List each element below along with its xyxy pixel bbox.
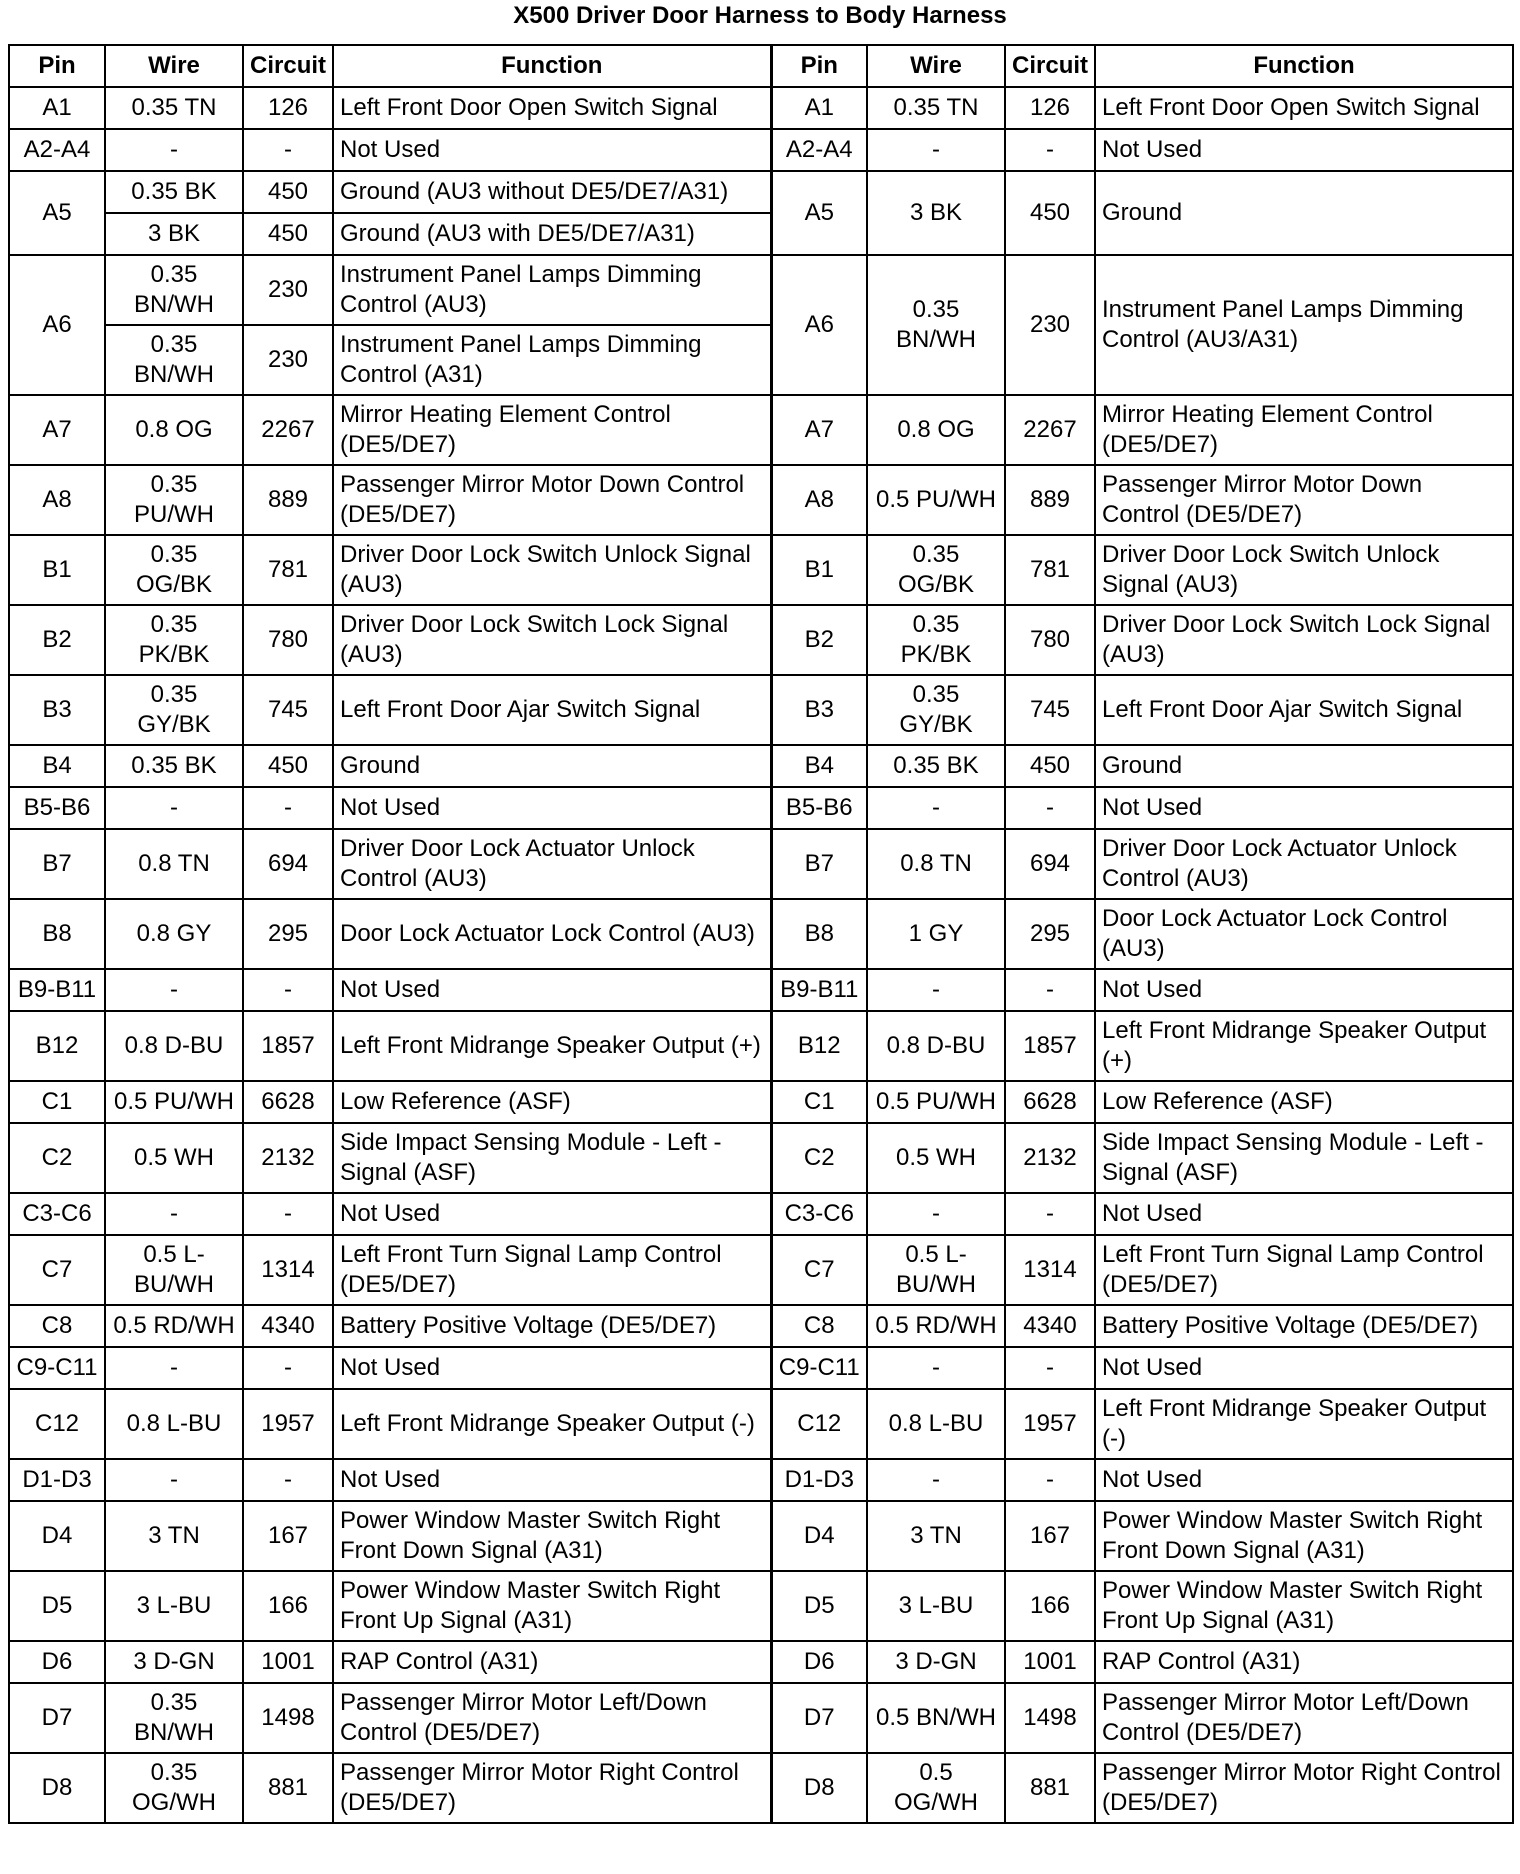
function-cell: Ground bbox=[1095, 745, 1513, 787]
circuit-cell: 230 bbox=[243, 255, 333, 325]
pin-cell: A7 bbox=[771, 395, 867, 465]
wire-cell: 0.5 WH bbox=[867, 1123, 1005, 1193]
circuit-cell: 1314 bbox=[243, 1235, 333, 1305]
wire-cell: - bbox=[867, 1347, 1005, 1389]
page-title: X500 Driver Door Harness to Body Harness bbox=[513, 2, 1007, 29]
wire-cell: 3 D-GN bbox=[867, 1641, 1005, 1683]
circuit-cell: 1001 bbox=[1005, 1641, 1095, 1683]
table-row bbox=[9, 1501, 1513, 1571]
pin-cell: D8 bbox=[9, 1753, 105, 1823]
header-row bbox=[9, 45, 1513, 87]
function-cell: Left Front Turn Signal Lamp Control (DE5/DE7) bbox=[333, 1235, 771, 1305]
circuit-cell: 167 bbox=[243, 1501, 333, 1571]
circuit-cell: 166 bbox=[1005, 1571, 1095, 1641]
pin-cell: A2-A4 bbox=[771, 129, 867, 171]
wire-cell: - bbox=[105, 969, 243, 1011]
wire-cell: - bbox=[867, 1459, 1005, 1501]
circuit-cell: - bbox=[243, 129, 333, 171]
wire-cell: 0.5 PU/WH bbox=[105, 1081, 243, 1123]
pin-cell: C8 bbox=[771, 1305, 867, 1347]
pin-cell: B12 bbox=[9, 1011, 105, 1081]
pin-cell: B5-B6 bbox=[9, 787, 105, 829]
header-pin: Pin bbox=[9, 45, 105, 87]
circuit-cell: 1498 bbox=[243, 1683, 333, 1753]
pin-cell: C12 bbox=[9, 1389, 105, 1459]
function-cell: Left Front Door Ajar Switch Signal bbox=[333, 675, 771, 745]
wire-cell: 0.5 L-BU/WH bbox=[867, 1235, 1005, 1305]
table-row bbox=[9, 171, 1513, 213]
circuit-cell: - bbox=[243, 787, 333, 829]
pin-cell: D5 bbox=[9, 1571, 105, 1641]
circuit-cell: 4340 bbox=[243, 1305, 333, 1347]
table-row bbox=[9, 87, 1513, 129]
circuit-cell: 1498 bbox=[1005, 1683, 1095, 1753]
header-wire: Wire bbox=[105, 45, 243, 87]
wire-cell: 0.8 OG bbox=[105, 395, 243, 465]
function-cell: Left Front Midrange Speaker Output (+) bbox=[1095, 1011, 1513, 1081]
circuit-cell: 1001 bbox=[243, 1641, 333, 1683]
wire-cell: - bbox=[867, 129, 1005, 171]
pin-cell: A6 bbox=[9, 255, 105, 395]
wire-cell: - bbox=[105, 129, 243, 171]
pin-cell: B8 bbox=[771, 899, 867, 969]
circuit-cell: 450 bbox=[243, 171, 333, 213]
wire-cell: - bbox=[105, 1459, 243, 1501]
wire-cell: 0.8 TN bbox=[867, 829, 1005, 899]
wire-cell: 3 L-BU bbox=[867, 1571, 1005, 1641]
wire-cell: 0.35 BN/WH bbox=[105, 325, 243, 395]
pin-cell: D6 bbox=[771, 1641, 867, 1683]
wire-cell: 0.35 GY/BK bbox=[867, 675, 1005, 745]
pin-cell: B5-B6 bbox=[771, 787, 867, 829]
circuit-cell: - bbox=[243, 969, 333, 1011]
function-cell: Side Impact Sensing Module - Left - Signal (ASF) bbox=[333, 1123, 771, 1193]
circuit-cell: 881 bbox=[243, 1753, 333, 1823]
wire-cell: 0.35 PK/BK bbox=[867, 605, 1005, 675]
function-cell: Door Lock Actuator Lock Control (AU3) bbox=[333, 899, 771, 969]
wire-cell: 0.5 OG/WH bbox=[867, 1753, 1005, 1823]
circuit-cell: 1857 bbox=[1005, 1011, 1095, 1081]
pin-cell: C1 bbox=[9, 1081, 105, 1123]
pin-cell: B9-B11 bbox=[771, 969, 867, 1011]
wire-cell: 0.35 GY/BK bbox=[105, 675, 243, 745]
table-body bbox=[9, 87, 1513, 1823]
wire-cell: 0.35 BK bbox=[867, 745, 1005, 787]
circuit-cell: - bbox=[1005, 1347, 1095, 1389]
table-row bbox=[9, 535, 1513, 605]
table-row bbox=[9, 1123, 1513, 1193]
circuit-cell: 295 bbox=[1005, 899, 1095, 969]
circuit-cell: 780 bbox=[243, 605, 333, 675]
table-row bbox=[9, 1235, 1513, 1305]
circuit-cell: 781 bbox=[243, 535, 333, 605]
circuit-cell: 450 bbox=[1005, 745, 1095, 787]
pin-cell: B2 bbox=[9, 605, 105, 675]
function-cell: Not Used bbox=[1095, 1193, 1513, 1235]
pin-cell: D8 bbox=[771, 1753, 867, 1823]
wire-cell: 0.5 BN/WH bbox=[867, 1683, 1005, 1753]
wire-cell: 3 D-GN bbox=[105, 1641, 243, 1683]
table-row bbox=[9, 787, 1513, 829]
function-cell: Left Front Midrange Speaker Output (+) bbox=[333, 1011, 771, 1081]
wire-cell: - bbox=[867, 969, 1005, 1011]
pin-cell: A5 bbox=[9, 171, 105, 255]
circuit-cell: - bbox=[243, 1193, 333, 1235]
pin-cell: A8 bbox=[771, 465, 867, 535]
function-cell: Side Impact Sensing Module - Left - Signal (ASF) bbox=[1095, 1123, 1513, 1193]
wire-cell: 0.35 BN/WH bbox=[867, 255, 1005, 395]
pin-cell: D7 bbox=[9, 1683, 105, 1753]
wire-cell: 0.5 WH bbox=[105, 1123, 243, 1193]
circuit-cell: 694 bbox=[243, 829, 333, 899]
wire-cell: 0.35 BK bbox=[105, 745, 243, 787]
table-row bbox=[9, 129, 1513, 171]
table-row bbox=[9, 969, 1513, 1011]
wire-cell: 0.5 PU/WH bbox=[867, 1081, 1005, 1123]
table-row bbox=[9, 395, 1513, 465]
header-function: Function bbox=[333, 45, 771, 87]
function-cell: Passenger Mirror Motor Right Control (DE5/DE7) bbox=[1095, 1753, 1513, 1823]
pin-cell: C9-C11 bbox=[771, 1347, 867, 1389]
circuit-cell: - bbox=[1005, 969, 1095, 1011]
wire-cell: 0.35 OG/BK bbox=[105, 535, 243, 605]
function-cell: Driver Door Lock Actuator Unlock Control (AU3) bbox=[1095, 829, 1513, 899]
function-cell: Left Front Door Ajar Switch Signal bbox=[1095, 675, 1513, 745]
circuit-cell: 1957 bbox=[1005, 1389, 1095, 1459]
circuit-cell: 230 bbox=[1005, 255, 1095, 395]
pin-cell: D5 bbox=[771, 1571, 867, 1641]
wire-cell: 0.8 OG bbox=[867, 395, 1005, 465]
function-cell: Left Front Midrange Speaker Output (-) bbox=[1095, 1389, 1513, 1459]
circuit-cell: 2267 bbox=[243, 395, 333, 465]
header-pin: Pin bbox=[771, 45, 867, 87]
pin-cell: B3 bbox=[771, 675, 867, 745]
table-row bbox=[9, 1641, 1513, 1683]
function-cell: Ground (AU3 with DE5/DE7/A31) bbox=[333, 213, 771, 255]
wire-cell: 0.5 RD/WH bbox=[105, 1305, 243, 1347]
wire-cell: 0.8 D-BU bbox=[105, 1011, 243, 1081]
circuit-cell: 2132 bbox=[1005, 1123, 1095, 1193]
circuit-cell: 881 bbox=[1005, 1753, 1095, 1823]
table-row bbox=[9, 1193, 1513, 1235]
wire-cell: - bbox=[105, 1347, 243, 1389]
pin-cell: C12 bbox=[771, 1389, 867, 1459]
function-cell: Not Used bbox=[333, 787, 771, 829]
wire-cell: 0.8 TN bbox=[105, 829, 243, 899]
header-circuit: Circuit bbox=[243, 45, 333, 87]
circuit-cell: - bbox=[243, 1347, 333, 1389]
circuit-cell: 295 bbox=[243, 899, 333, 969]
circuit-cell: 1314 bbox=[1005, 1235, 1095, 1305]
circuit-cell: 450 bbox=[243, 213, 333, 255]
wire-cell: 3 BK bbox=[867, 171, 1005, 255]
function-cell: Mirror Heating Element Control (DE5/DE7) bbox=[1095, 395, 1513, 465]
function-cell: Instrument Panel Lamps Dimming Control (AU3/A31) bbox=[1095, 255, 1513, 395]
table-row bbox=[9, 465, 1513, 535]
table-row bbox=[9, 605, 1513, 675]
wire-cell: 0.35 PU/WH bbox=[105, 465, 243, 535]
pin-cell: B1 bbox=[9, 535, 105, 605]
circuit-cell: 450 bbox=[1005, 171, 1095, 255]
pin-cell: C2 bbox=[771, 1123, 867, 1193]
wire-cell: 0.35 PK/BK bbox=[105, 605, 243, 675]
table-row bbox=[9, 1753, 1513, 1823]
table-row bbox=[9, 255, 1513, 325]
function-cell: Left Front Door Open Switch Signal bbox=[333, 87, 771, 129]
circuit-cell: 4340 bbox=[1005, 1305, 1095, 1347]
wire-cell: 0.8 GY bbox=[105, 899, 243, 969]
function-cell: Driver Door Lock Switch Lock Signal (AU3) bbox=[1095, 605, 1513, 675]
function-cell: Not Used bbox=[1095, 969, 1513, 1011]
wire-cell: 0.8 D-BU bbox=[867, 1011, 1005, 1081]
circuit-cell: - bbox=[1005, 1193, 1095, 1235]
wire-cell: 0.8 L-BU bbox=[105, 1389, 243, 1459]
pin-cell: A8 bbox=[9, 465, 105, 535]
circuit-cell: 450 bbox=[243, 745, 333, 787]
function-cell: Not Used bbox=[1095, 787, 1513, 829]
circuit-cell: 1857 bbox=[243, 1011, 333, 1081]
function-cell: Ground bbox=[333, 745, 771, 787]
function-cell: Passenger Mirror Motor Left/Down Control (DE5/DE7) bbox=[1095, 1683, 1513, 1753]
wire-cell: 3 TN bbox=[105, 1501, 243, 1571]
function-cell: Driver Door Lock Switch Lock Signal (AU3) bbox=[333, 605, 771, 675]
circuit-cell: - bbox=[243, 1459, 333, 1501]
table-row bbox=[9, 1081, 1513, 1123]
circuit-cell: - bbox=[1005, 1459, 1095, 1501]
function-cell: Not Used bbox=[333, 969, 771, 1011]
table-row bbox=[9, 829, 1513, 899]
header-function: Function bbox=[1095, 45, 1513, 87]
wire-cell: 3 TN bbox=[867, 1501, 1005, 1571]
wire-cell: 0.35 OG/WH bbox=[105, 1753, 243, 1823]
harness-table bbox=[8, 44, 1514, 1824]
function-cell: Low Reference (ASF) bbox=[1095, 1081, 1513, 1123]
table-row bbox=[9, 1571, 1513, 1641]
circuit-cell: 2267 bbox=[1005, 395, 1095, 465]
pin-cell: B9-B11 bbox=[9, 969, 105, 1011]
circuit-cell: 745 bbox=[243, 675, 333, 745]
wire-cell: - bbox=[867, 1193, 1005, 1235]
function-cell: Instrument Panel Lamps Dimming Control (AU3) bbox=[333, 255, 771, 325]
pin-cell: A7 bbox=[9, 395, 105, 465]
wire-cell: 0.35 TN bbox=[105, 87, 243, 129]
pin-cell: A5 bbox=[771, 171, 867, 255]
pin-cell: D6 bbox=[9, 1641, 105, 1683]
circuit-cell: 1957 bbox=[243, 1389, 333, 1459]
pin-cell: B12 bbox=[771, 1011, 867, 1081]
function-cell: Low Reference (ASF) bbox=[333, 1081, 771, 1123]
pin-cell: C2 bbox=[9, 1123, 105, 1193]
wire-cell: 3 BK bbox=[105, 213, 243, 255]
function-cell: Battery Positive Voltage (DE5/DE7) bbox=[1095, 1305, 1513, 1347]
pin-cell: C8 bbox=[9, 1305, 105, 1347]
wire-cell: 0.35 BN/WH bbox=[105, 255, 243, 325]
pin-cell: D7 bbox=[771, 1683, 867, 1753]
function-cell: Mirror Heating Element Control (DE5/DE7) bbox=[333, 395, 771, 465]
pin-cell: C1 bbox=[771, 1081, 867, 1123]
function-cell: Driver Door Lock Switch Unlock Signal (AU3) bbox=[1095, 535, 1513, 605]
function-cell: Power Window Master Switch Right Front Down Signal (A31) bbox=[333, 1501, 771, 1571]
pin-cell: A6 bbox=[771, 255, 867, 395]
circuit-cell: 889 bbox=[1005, 465, 1095, 535]
function-cell: Left Front Door Open Switch Signal bbox=[1095, 87, 1513, 129]
table-row bbox=[9, 1459, 1513, 1501]
wire-cell: 0.35 BN/WH bbox=[105, 1683, 243, 1753]
pin-cell: C7 bbox=[771, 1235, 867, 1305]
function-cell: Left Front Turn Signal Lamp Control (DE5/DE7) bbox=[1095, 1235, 1513, 1305]
table-row bbox=[9, 1347, 1513, 1389]
circuit-cell: 780 bbox=[1005, 605, 1095, 675]
function-cell: Battery Positive Voltage (DE5/DE7) bbox=[333, 1305, 771, 1347]
circuit-cell: 889 bbox=[243, 465, 333, 535]
function-cell: Not Used bbox=[333, 1347, 771, 1389]
function-cell: Not Used bbox=[1095, 1347, 1513, 1389]
circuit-cell: 230 bbox=[243, 325, 333, 395]
pin-cell: B7 bbox=[771, 829, 867, 899]
function-cell: Not Used bbox=[333, 129, 771, 171]
function-cell: Not Used bbox=[333, 1193, 771, 1235]
circuit-cell: 6628 bbox=[243, 1081, 333, 1123]
circuit-cell: 126 bbox=[1005, 87, 1095, 129]
table-row bbox=[9, 1011, 1513, 1081]
wire-cell: 1 GY bbox=[867, 899, 1005, 969]
circuit-cell: 745 bbox=[1005, 675, 1095, 745]
function-cell: Passenger Mirror Motor Left/Down Control (DE5/DE7) bbox=[333, 1683, 771, 1753]
pin-cell: D1-D3 bbox=[771, 1459, 867, 1501]
wire-cell: 0.5 L-BU/WH bbox=[105, 1235, 243, 1305]
pin-cell: D4 bbox=[771, 1501, 867, 1571]
pin-cell: C3-C6 bbox=[771, 1193, 867, 1235]
wire-cell: 0.5 RD/WH bbox=[867, 1305, 1005, 1347]
wire-cell: - bbox=[105, 787, 243, 829]
circuit-cell: 694 bbox=[1005, 829, 1095, 899]
pin-cell: D1-D3 bbox=[9, 1459, 105, 1501]
pin-cell: C9-C11 bbox=[9, 1347, 105, 1389]
table-row bbox=[9, 1305, 1513, 1347]
pin-cell: C3-C6 bbox=[9, 1193, 105, 1235]
function-cell: Not Used bbox=[1095, 1459, 1513, 1501]
header-wire: Wire bbox=[867, 45, 1005, 87]
function-cell: RAP Control (A31) bbox=[1095, 1641, 1513, 1683]
function-cell: Ground bbox=[1095, 171, 1513, 255]
pin-cell: A1 bbox=[9, 87, 105, 129]
pin-cell: B3 bbox=[9, 675, 105, 745]
function-cell: Passenger Mirror Motor Down Control (DE5/DE7) bbox=[1095, 465, 1513, 535]
pin-cell: B2 bbox=[771, 605, 867, 675]
wire-cell: 0.35 BK bbox=[105, 171, 243, 213]
pin-cell: A2-A4 bbox=[9, 129, 105, 171]
circuit-cell: 126 bbox=[243, 87, 333, 129]
function-cell: Driver Door Lock Switch Unlock Signal (AU3) bbox=[333, 535, 771, 605]
header-circuit: Circuit bbox=[1005, 45, 1095, 87]
function-cell: Passenger Mirror Motor Down Control (DE5/DE7) bbox=[333, 465, 771, 535]
wire-cell: 0.5 PU/WH bbox=[867, 465, 1005, 535]
circuit-cell: 781 bbox=[1005, 535, 1095, 605]
function-cell: RAP Control (A31) bbox=[333, 1641, 771, 1683]
function-cell: Power Window Master Switch Right Front Down Signal (A31) bbox=[1095, 1501, 1513, 1571]
table-row bbox=[9, 899, 1513, 969]
circuit-cell: 2132 bbox=[243, 1123, 333, 1193]
circuit-cell: 166 bbox=[243, 1571, 333, 1641]
wire-cell: 3 L-BU bbox=[105, 1571, 243, 1641]
pin-cell: B8 bbox=[9, 899, 105, 969]
wire-cell: - bbox=[867, 787, 1005, 829]
wire-cell: 0.35 TN bbox=[867, 87, 1005, 129]
function-cell: Instrument Panel Lamps Dimming Control (A31) bbox=[333, 325, 771, 395]
table-row bbox=[9, 675, 1513, 745]
pin-cell: B4 bbox=[771, 745, 867, 787]
pin-cell: C7 bbox=[9, 1235, 105, 1305]
pin-cell: D4 bbox=[9, 1501, 105, 1571]
pin-cell: A1 bbox=[771, 87, 867, 129]
wire-cell: 0.8 L-BU bbox=[867, 1389, 1005, 1459]
function-cell: Power Window Master Switch Right Front Up Signal (A31) bbox=[333, 1571, 771, 1641]
wire-cell: - bbox=[105, 1193, 243, 1235]
function-cell: Door Lock Actuator Lock Control (AU3) bbox=[1095, 899, 1513, 969]
table-row bbox=[9, 1389, 1513, 1459]
pin-cell: B4 bbox=[9, 745, 105, 787]
pin-cell: B1 bbox=[771, 535, 867, 605]
circuit-cell: - bbox=[1005, 787, 1095, 829]
function-cell: Passenger Mirror Motor Right Control (DE5/DE7) bbox=[333, 1753, 771, 1823]
pin-cell: B7 bbox=[9, 829, 105, 899]
function-cell: Not Used bbox=[333, 1459, 771, 1501]
function-cell: Driver Door Lock Actuator Unlock Control (AU3) bbox=[333, 829, 771, 899]
circuit-cell: - bbox=[1005, 129, 1095, 171]
function-cell: Ground (AU3 without DE5/DE7/A31) bbox=[333, 171, 771, 213]
table-row bbox=[9, 745, 1513, 787]
function-cell: Not Used bbox=[1095, 129, 1513, 171]
circuit-cell: 6628 bbox=[1005, 1081, 1095, 1123]
circuit-cell: 167 bbox=[1005, 1501, 1095, 1571]
function-cell: Power Window Master Switch Right Front Up Signal (A31) bbox=[1095, 1571, 1513, 1641]
function-cell: Left Front Midrange Speaker Output (-) bbox=[333, 1389, 771, 1459]
wire-cell: 0.35 OG/BK bbox=[867, 535, 1005, 605]
table-row bbox=[9, 1683, 1513, 1753]
